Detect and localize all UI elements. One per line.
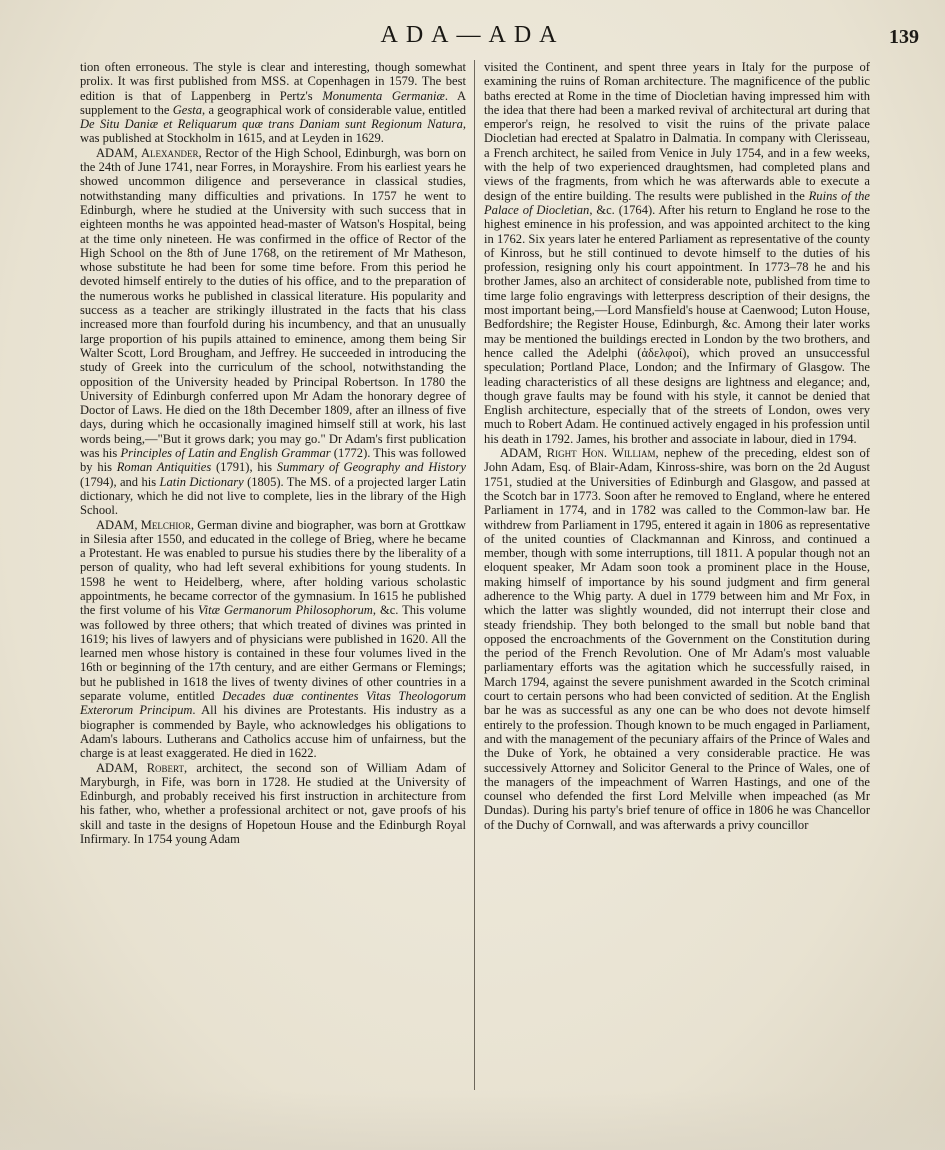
entry-paragraph	[80, 761, 466, 847]
page-header	[0, 22, 945, 56]
entry-name: Right Hon. William	[546, 446, 656, 461]
column-divider	[474, 60, 475, 1090]
text-run: (1805). The MS. of a projected larger Latin dictionary, which he did not live to complete, lies in the library of the High School.	[80, 474, 467, 518]
text-run: , a geographical work of considerable value, entitled	[202, 102, 467, 117]
italic-title: Decades duæ continentes Vitas Theologorum Exterorum Principum	[80, 689, 467, 718]
entry-paragraph	[484, 446, 870, 832]
italic-title: Roman Antiquities	[116, 460, 212, 475]
text-run: tion often erroneous. The style is clear and interesting, though somewhat prolix. It was first published from MSS. at Copenhagen in 1579. The best edition is that of Lappenberg in Pertz's	[80, 60, 466, 103]
text-run: , nephew of the preceding, eldest son of John Adam, Esq. of Blair-Adam, Kinross-shire, was born on the 2d August 1751, studied at the Universities of Edinburgh and Glasgow, and passed at the Scotch bar in 1773. Soon after he removed to England, where he entered Parliament in 1774, and in 1782 was called to the Common-law bar. He withdrew from Parliament in 1795, entered it again in 1806 as representative of the united counties of Clackmannan and Kinross, and continued a member, though with some interruptions, till 1811. A popular though not an eloquent speaker, Mr Adam soon took a prominent place in the House, making himself of importance by his sound judgment and firm general adherence to the Whig party. A duel in 1779 between him and Mr Fox, in which the latter was slightly wounded, did not interrupt their close and steady friendship. They both belonged to the small but noble band that opposed the encroachments of the Government on the Constitution during the period of the French Revolution. One of Mr Adam's most valuable parliamentary efforts was the agitation which he successfully raised, in March 1794, against the severe punishment awarded in the Scotch criminal court to certain persons who had been convicted of sedition. At the English bar he was as successful as any one can be who does not devote himself entirely to the profession. Though known to be much engaged in Parliament, and with the management of the pecuniary affairs of the Prince of Wales and the Duke of York, he obtained a very considerable practice. He was successively Attorney and Solicitor General to the Prince of Wales, one of the managers of the impeachment of Warren Hastings, and one of the counsel who defended the first Lord Melville when impeached (as Mr Dundas). During his party's brief tenure of office in 1806 he was Chancellor of the Duchy of Cornwall, and was afterwards a privy councillor	[484, 446, 870, 832]
text-run: ADAM,	[96, 760, 147, 775]
left-column	[80, 60, 466, 846]
entry-name: Alexander	[140, 145, 199, 160]
text-run: , German divine and biographer, was born at Grottkaw in Silesia after 1550, and educated in the college of Brieg, where he became a Protestant. He was enabled to pursue his studies there by the liberality of a person of quality, who had left several exhibitions for young students. In 1598 he went to Heidelberg, where, after holding various scholastic appointments, he became corrector of the gymnasium. In 1615 he published the first volume of his	[80, 517, 466, 618]
page-shadow	[0, 1090, 945, 1150]
right-column	[484, 60, 870, 832]
italic-title: Ruins of the Palace of Diocletian	[484, 188, 870, 217]
text-run: , &c. (1764). After his return to England he rose to the highest eminence in his profession, and was appointed architect to the king in 1762. Six years later he entered Parliament as representative of the county of Kinross, but he still continued to devote himself to the duties of his profession, resigning only his court appointment. In 1773–78 he and his brother James, also an architect of considerable note, published from time to time large folio engravings with letterpress description of their designs, the most important being,—Lord Mansfield's house at Caenwood; Luton House, Bedfordshire; the Register House, Edinburgh, &c. Among their later works may be mentioned the buildings erected in London by the two brothers, and hence called the Adelphi (ἀδελφοί), which proved an unsuccessful speculation; Portland Place, London; and the Infirmary of Glasgow. The leading characteristics of all these designs are lightness and elegance; and, though grave faults may be found with his style, it cannot be denied that English architecture, especially that of the streets of London, owes very much to Robert Adam. He continued actively engaged in his profession until his death in 1792. James, his brother and associate in labour, died in 1794.	[484, 202, 870, 446]
text-run: , was published at Stockholm in 1615, and at Leyden in 1629.	[80, 117, 466, 146]
italic-title: Latin Dictionary	[159, 474, 244, 489]
text-run: (1791), his	[211, 460, 277, 475]
italic-title: Summary of Geography and History	[276, 460, 466, 475]
italic-title: De Situ Daniæ et Reliquarum quæ trans Daniam sunt Regionum Natura	[80, 117, 463, 132]
text-run: . A supplement to the	[80, 88, 466, 117]
text-run: (1772). This was followed by his	[80, 446, 467, 475]
italic-title: Monumenta Germaniæ	[322, 88, 445, 103]
entry-paragraph	[80, 146, 466, 518]
continued-paragraph	[484, 60, 870, 446]
page-number: 139	[889, 26, 919, 48]
text-run: ADAM,	[500, 446, 547, 461]
text-run: . All his divines are Protestants. His industry as a biographer is commended by Bayle, who acknowledges his obligations to Adam's labours. Lutherans and Catholics accuse him of unfairness, but the charge is at least exaggerated. He died in 1622.	[80, 703, 466, 761]
text-run: visited the Continent, and spent three years in Italy for the purpose of examining the ruins of Roman architecture. The magnificence of the public baths erected at Rome in the time of Diocletian having impressed him with the idea that there had been a marked revival of architectural art during that emperor's reign, he resolved to visit the ruins of the private palace Diocletian had erected at Spalatro in Dalmatia. In company with Clerisseau, a French architect, he sailed from Venice in July 1754, and in a few weeks, with the help of two experienced draughtsmen, had completed plans and views of the fragments, from which he was afterwards able to execute a design of the entire building. The results were published in the	[484, 60, 870, 203]
running-head: ADA—ADA	[380, 22, 565, 48]
italic-title: Gesta	[172, 102, 203, 117]
entry-paragraph	[80, 518, 466, 761]
entry-name: Melchior	[140, 517, 191, 532]
text-run: ADAM,	[96, 517, 141, 532]
entry-name: Robert	[146, 760, 185, 775]
text-run: , &c. This volume was followed by three others; that which treated of divines was printed in 1619; his lives of lawyers and of physicians were published in 1620. All the learned men whose history is contained in these four volumes lived in the 16th or beginning of the 17th century, and are either Germans or Flemings; but he published in 1618 the lives of twenty divines of other countries in a separate volume, entitled	[80, 603, 466, 704]
text-run: , architect, the second son of William Adam of Maryburgh, in Fife, was born in 1728. He studied at the University of Edinburgh, and probably received his first instruction in architecture from his father, who, whether a professional architect or not, gave proofs of his skill and taste in the designs of Hopetoun House and the Edinburgh Royal Infirmary. In 1754 young Adam	[80, 760, 466, 847]
continued-paragraph	[80, 60, 466, 146]
italic-title: Vitæ Germanorum Philosophorum	[197, 603, 373, 618]
text-run: , Rector of the High School, Edinburgh, was born on the 24th of June 1741, near Forres, in Morayshire. From his earliest years he showed uncommon diligence and perseverance in classical studies, notwithstanding many difficulties and privations. In 1757 he went to Edinburgh, where he studied at the University with such success that in eighteen months he was appointed head-master of Watson's Hospital, being at the time only nineteen. He was confirmed in the office of Rector of the High School on the 8th of June 1768, on the retirement of Mr Matheson, whose substitute he had been for some time before. From this period he devoted himself entirely to the duties of his office, and to the preparation of the numerous works he published in classical literature. His popularity and success as a teacher are strikingly illustrated in the facts that his class increased more than fourfold during his incumbency, and that an unusually large proportion of his pupils attained to eminence, among them being Sir Walter Scott, Lord Brougham, and Jeffrey. He succeeded in introducing the study of Greek into the curriculum of the school, notwithstanding the opposition of the University headed by Principal Robertson. In 1780 the University of Edinburgh conferred upon Mr Adam the honorary degree of Doctor of Laws. He died on the 18th December 1809, after an illness of five days, during which he occasionally imagined himself still at work, his last words being,—"But it grows dark; you may go." Dr Adam's first publication was his	[80, 145, 466, 461]
text-run: ADAM,	[96, 145, 141, 160]
text-run: (1794), and his	[80, 474, 160, 489]
italic-title: Principles of Latin and English Grammar	[120, 446, 331, 461]
